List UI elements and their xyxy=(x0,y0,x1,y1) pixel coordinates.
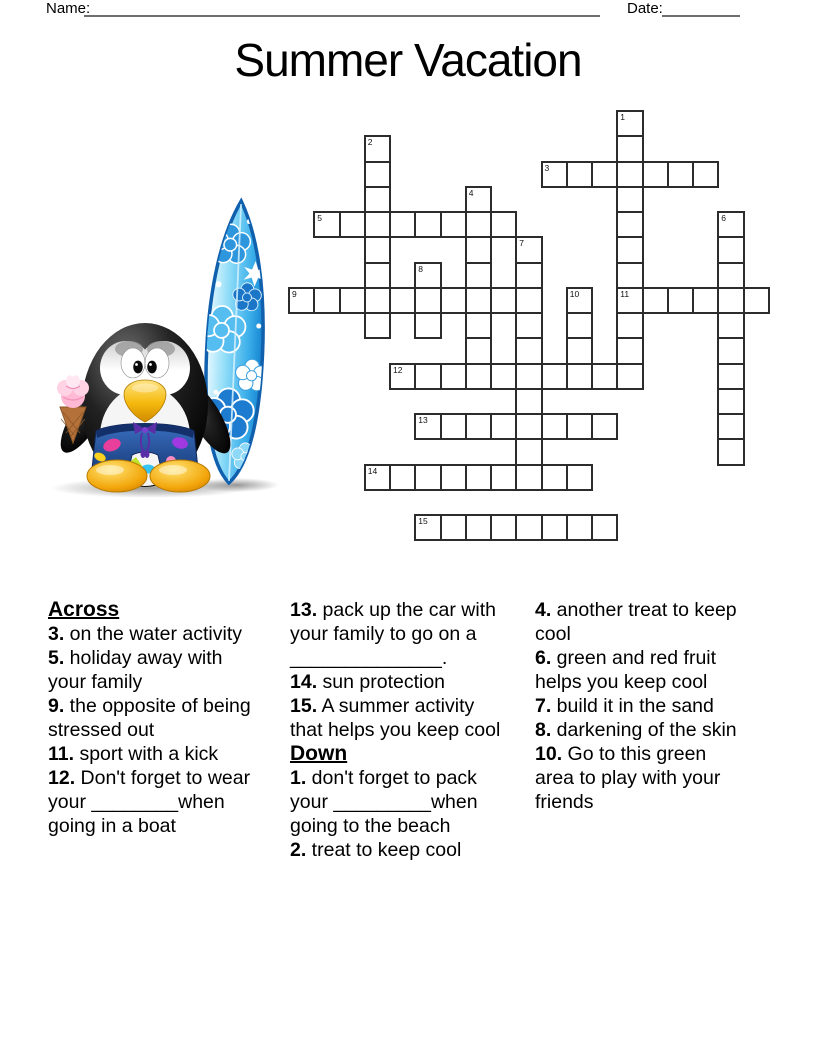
clue-item xyxy=(48,742,253,766)
grid-cell[interactable] xyxy=(616,363,643,390)
grid-cell[interactable] xyxy=(591,161,618,188)
grid-cell[interactable] xyxy=(414,262,441,289)
clue-number: 15. xyxy=(290,695,318,717)
clue-column xyxy=(290,598,502,862)
grid-cell[interactable] xyxy=(490,464,517,491)
grid-cell[interactable] xyxy=(515,413,542,440)
grid-cell[interactable] xyxy=(642,287,669,314)
grid-cell[interactable] xyxy=(465,413,492,440)
clue-number: 1. xyxy=(290,767,307,789)
grid-cell[interactable] xyxy=(616,236,643,263)
clue-number: 6. xyxy=(535,647,552,669)
grid-cell[interactable] xyxy=(717,211,744,238)
grid-cell[interactable] xyxy=(616,135,643,162)
grid-cell[interactable] xyxy=(616,211,643,238)
grid-cell[interactable] xyxy=(515,236,542,263)
grid-cell[interactable] xyxy=(339,211,366,238)
grid-cell[interactable] xyxy=(717,262,744,289)
page-title: Summer Vacation xyxy=(234,34,582,86)
grid-cell[interactable] xyxy=(616,337,643,364)
grid-cell[interactable] xyxy=(364,262,391,289)
grid-cell[interactable] xyxy=(364,312,391,339)
grid-cell[interactable] xyxy=(288,287,315,314)
clue-text: treat to keep cool xyxy=(306,839,462,861)
grid-cell[interactable] xyxy=(717,337,744,364)
grid-cell[interactable] xyxy=(566,337,593,364)
grid-cell[interactable] xyxy=(515,262,542,289)
grid-cell[interactable] xyxy=(616,186,643,213)
penguin-foot xyxy=(150,460,210,492)
grid-cell[interactable] xyxy=(339,287,366,314)
clue-number: 10. xyxy=(535,743,563,765)
cell-number: 6 xyxy=(721,213,726,223)
clue-text: holiday away with your family xyxy=(48,647,223,693)
grid-cell[interactable] xyxy=(364,161,391,188)
date-line[interactable] xyxy=(662,1,740,17)
clue-number: 8. xyxy=(535,719,552,741)
crossword-grid xyxy=(288,110,770,541)
grid-cell[interactable] xyxy=(414,312,441,339)
grid-cell[interactable] xyxy=(717,363,744,390)
grid-cell[interactable] xyxy=(566,312,593,339)
grid-cell[interactable] xyxy=(440,287,467,314)
clue-text: another treat to keep cool xyxy=(535,599,737,645)
clue-item xyxy=(290,694,502,742)
cell-number: 5 xyxy=(317,213,322,223)
grid-cell[interactable] xyxy=(566,363,593,390)
clue-item xyxy=(48,622,253,646)
clue-text: build it in the sand xyxy=(551,695,714,717)
penguin-foot xyxy=(87,460,147,492)
grid-cell[interactable] xyxy=(541,413,568,440)
grid-cell[interactable] xyxy=(566,413,593,440)
clue-number: 2. xyxy=(290,839,307,861)
clue-item xyxy=(535,694,747,718)
clue-item xyxy=(48,694,253,742)
grid-cell[interactable] xyxy=(414,464,441,491)
cell-number: 2 xyxy=(367,137,373,148)
grid-cell[interactable] xyxy=(313,211,340,238)
grid-cell[interactable] xyxy=(414,363,441,390)
grid-cell[interactable] xyxy=(490,211,517,238)
clue-text: darkening of the skin xyxy=(551,719,737,741)
clue-item xyxy=(535,718,747,742)
grid-cell[interactable] xyxy=(591,363,618,390)
grid-cell[interactable] xyxy=(717,236,744,263)
grid-cell[interactable] xyxy=(490,363,517,390)
cell-number: 9 xyxy=(292,288,297,299)
date-label: Date: xyxy=(627,0,663,17)
cell-number: 11 xyxy=(620,288,630,299)
grid-cell[interactable] xyxy=(616,262,643,289)
grid-cell[interactable] xyxy=(465,236,492,263)
grid-cell[interactable] xyxy=(465,337,492,364)
name-line[interactable] xyxy=(84,1,600,17)
grid-cell[interactable] xyxy=(616,110,643,137)
cell-number: 3 xyxy=(544,162,550,173)
clue-column xyxy=(535,598,747,814)
grid-cell[interactable] xyxy=(616,287,643,314)
clue-number: 9. xyxy=(48,695,65,717)
grid-cell[interactable] xyxy=(414,413,441,440)
clue-text: sun protection xyxy=(317,671,446,693)
grid-cell[interactable] xyxy=(440,363,467,390)
clue-number: 12. xyxy=(48,767,76,789)
grid-cell[interactable] xyxy=(667,161,694,188)
grid-cell[interactable] xyxy=(566,161,593,188)
clue-column xyxy=(48,598,253,838)
clue-number: 13. xyxy=(290,599,318,621)
grid-cell[interactable] xyxy=(389,287,416,314)
cell-number: 4 xyxy=(468,187,474,198)
grid-cell[interactable] xyxy=(541,514,568,541)
grid-cell[interactable] xyxy=(465,287,492,314)
grid-cell[interactable] xyxy=(717,388,744,415)
clue-item xyxy=(48,766,253,838)
clue-number: 4. xyxy=(535,599,552,621)
grid-cell[interactable] xyxy=(743,287,770,314)
clue-number: 11. xyxy=(48,743,75,765)
clue-number: 7. xyxy=(535,695,552,717)
clue-list-heading: Across xyxy=(48,598,120,621)
grid-cell[interactable] xyxy=(389,464,416,491)
grid-cell[interactable] xyxy=(465,464,492,491)
cell-number: 15 xyxy=(418,516,428,526)
grid-cell[interactable] xyxy=(566,514,593,541)
grid-cell[interactable] xyxy=(642,161,669,188)
grid-cell[interactable] xyxy=(541,464,568,491)
grid-cell[interactable] xyxy=(364,464,391,491)
name-label: Name: xyxy=(46,0,91,17)
grid-cell[interactable] xyxy=(465,312,492,339)
cell-number: 14 xyxy=(367,465,378,476)
grid-cell[interactable] xyxy=(515,287,542,314)
clue-number: 5. xyxy=(48,647,65,669)
clue-item xyxy=(48,646,253,694)
cell-number: 1 xyxy=(620,112,625,122)
clue-list-heading: Down xyxy=(290,742,348,765)
clue-text: sport with a kick xyxy=(74,743,219,765)
clue-number: 3. xyxy=(48,623,65,645)
grid-cell[interactable] xyxy=(389,211,416,238)
clue-item xyxy=(535,646,747,694)
grid-cell[interactable] xyxy=(490,287,517,314)
grid-cell[interactable] xyxy=(515,514,542,541)
clue-item xyxy=(290,670,502,694)
grid-cell[interactable] xyxy=(692,287,719,314)
clue-number: 14. xyxy=(290,671,318,693)
grid-cell[interactable] xyxy=(616,161,643,188)
clue-text: on the water activity xyxy=(64,623,243,645)
clue-item xyxy=(290,598,502,670)
grid-cell[interactable] xyxy=(566,287,593,314)
grid-cell[interactable] xyxy=(414,287,441,314)
grid-cell[interactable] xyxy=(515,337,542,364)
surfboard-graphic xyxy=(191,199,275,484)
grid-cell[interactable] xyxy=(440,211,467,238)
grid-cell[interactable] xyxy=(692,161,719,188)
grid-cell[interactable] xyxy=(465,262,492,289)
clue-item xyxy=(290,838,502,862)
clue-item xyxy=(535,598,747,646)
grid-cell[interactable] xyxy=(490,413,517,440)
grid-cell[interactable] xyxy=(364,236,391,263)
grid-cell[interactable] xyxy=(717,438,744,465)
grid-cell[interactable] xyxy=(414,211,441,238)
grid-cell[interactable] xyxy=(465,514,492,541)
grid-cell[interactable] xyxy=(440,413,467,440)
clue-text: the opposite of being stressed out xyxy=(48,695,251,741)
cell-number: 13 xyxy=(418,415,428,425)
grid-cell[interactable] xyxy=(717,413,744,440)
clue-item xyxy=(290,766,502,838)
clue-text: green and red fruit helps you keep cool xyxy=(535,647,717,693)
grid-cell[interactable] xyxy=(490,514,517,541)
clue-text: Go to this green area to play with your friends xyxy=(535,743,721,813)
cell-number: 7 xyxy=(519,238,524,249)
grid-cell[interactable] xyxy=(566,464,593,491)
clue-text: A summer activity that helps you keep cool xyxy=(290,695,501,741)
grid-cell[interactable] xyxy=(364,186,391,213)
grid-cell[interactable] xyxy=(541,161,568,188)
clue-text: Don't forget to wear your ________when going in a boat xyxy=(48,767,251,837)
clue-text: don't forget to pack your _________when going to the beach xyxy=(290,767,478,837)
clue-item xyxy=(535,742,747,814)
grid-cell[interactable] xyxy=(515,363,542,390)
grid-cell[interactable] xyxy=(515,388,542,415)
grid-cell[interactable] xyxy=(440,464,467,491)
grid-cell[interactable] xyxy=(313,287,340,314)
grid-cell[interactable] xyxy=(515,438,542,465)
grid-cell[interactable] xyxy=(364,135,391,162)
grid-cell[interactable] xyxy=(465,186,492,213)
cell-number: 8 xyxy=(418,263,423,274)
grid-cell[interactable] xyxy=(667,287,694,314)
grid-cell[interactable] xyxy=(364,287,391,314)
grid-cell[interactable] xyxy=(465,211,492,238)
grid-cell[interactable] xyxy=(515,464,542,491)
grid-cell[interactable] xyxy=(440,514,467,541)
clue-text: pack up the car with your family to go on a ______________. xyxy=(290,599,496,669)
penguin-surfboard-illustration xyxy=(30,193,280,503)
grid-cell[interactable] xyxy=(414,514,441,541)
grid-cell[interactable] xyxy=(591,413,618,440)
grid-cell[interactable] xyxy=(389,363,416,390)
grid-cell[interactable] xyxy=(465,363,492,390)
cell-number: 12 xyxy=(393,364,403,375)
grid-cell[interactable] xyxy=(515,312,542,339)
grid-cell[interactable] xyxy=(717,287,744,314)
grid-cell[interactable] xyxy=(364,211,391,238)
grid-cell[interactable] xyxy=(591,514,618,541)
cell-number: 10 xyxy=(569,288,580,299)
grid-cell[interactable] xyxy=(541,363,568,390)
grid-cell[interactable] xyxy=(717,312,744,339)
grid-cell[interactable] xyxy=(616,312,643,339)
